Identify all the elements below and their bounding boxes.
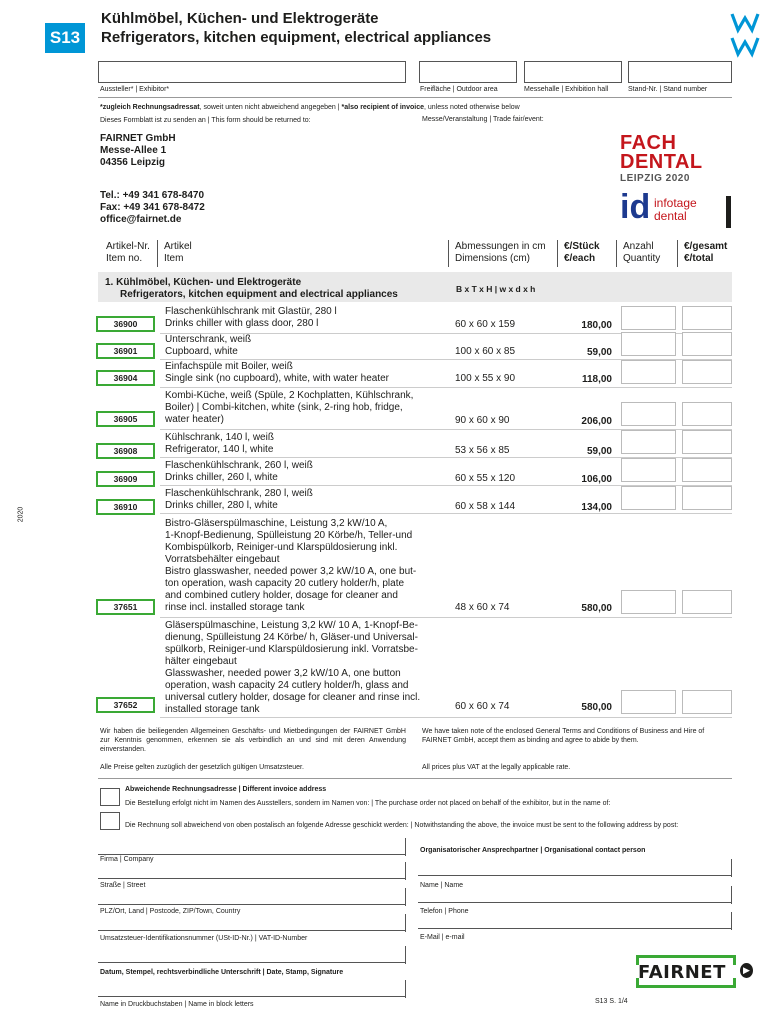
city-field[interactable] <box>98 888 406 905</box>
fairnet-arrow-icon: ▶ <box>740 963 753 978</box>
article-bracket <box>96 499 100 515</box>
block-name-label: Name in Druckbuchstaben | Name in block letters <box>100 1001 254 1008</box>
invoice-title: Abweichende Rechnungsadresse | Different invoice address <box>125 786 327 793</box>
item-description-line: Drinks chiller, 260 l, white <box>165 472 278 483</box>
item-dimensions: 53 x 56 x 85 <box>455 445 510 456</box>
stand-field[interactable] <box>628 61 732 83</box>
item-price: 106,00 <box>581 474 612 485</box>
total-field[interactable] <box>682 458 732 482</box>
year-side-label: 2020 <box>17 506 25 523</box>
vat-en: All prices plus VAT at the legally applicable rate. <box>422 764 571 771</box>
quantity-input[interactable] <box>621 486 676 510</box>
item-dimensions: 90 x 60 x 90 <box>455 415 510 426</box>
item-description-line: Unterschrank, weiß <box>165 334 252 345</box>
page-title: Kühlmöbel, Küchen- und Elektrogeräte <box>101 10 379 27</box>
page-number: S13 S. 1/4 <box>595 998 628 1005</box>
quantity-input[interactable] <box>621 332 676 356</box>
terms-en: We have taken note of the enclosed General Terms and Conditions of Business and Hire of FAIRNET GmbH, accept them as binding and agree to abide by them. <box>422 728 705 744</box>
contact-name-label: Name | Name <box>420 882 464 889</box>
contact-phone-label: Telefon | Phone <box>420 908 469 915</box>
item-dimensions: 60 x 60 x 159 <box>455 319 516 330</box>
exhibitor-label: Aussteller* | Exhibitor* <box>100 86 170 93</box>
divider <box>98 778 732 779</box>
item-description <box>165 488 450 512</box>
vat-de: Alle Preise gelten zuzüglich der gesetzlich gültigen Umsatzsteuer. <box>100 764 304 771</box>
column-header-row: Artikel-Nr. Item no. Artikel Item Abmessungen in cm Dimensions (cm) €/Stück €/each Anzahl Quantity €/gesamt €/total <box>98 240 732 268</box>
messe-logo-icon <box>730 12 760 63</box>
terms-de: Wir haben die beiliegenden Allgemeinen Geschäfts- und Mietbedingungen der FAIRNET GmbH zur Kenntnis genommen, erkennen sie als verbindlich an und sind mit deren Anwendung einverstanden. <box>100 728 406 753</box>
article-bracket <box>96 697 100 713</box>
item-description-line: ton operation, wash capacity 20 cutlery holder/h, plate <box>165 578 405 589</box>
item-dimensions: 60 x 60 x 74 <box>455 701 510 712</box>
street-field[interactable] <box>98 862 406 879</box>
row-divider <box>160 617 732 618</box>
article-bracket <box>96 411 100 427</box>
return-note: Dieses Formblatt ist zu senden an | This form should be returned to: <box>100 117 311 124</box>
article-number: 36904 <box>97 370 154 386</box>
page-subtitle: Refrigerators, kitchen equipment, electrical appliances <box>101 29 492 46</box>
item-description-line: Boiler) | Combi-kitchen, white (sink, 2-ring hob, fridge, <box>165 402 403 413</box>
article-bracket <box>151 411 155 427</box>
hall-label: Messehalle | Exhibition hall <box>524 86 609 93</box>
exhibitor-field[interactable] <box>98 61 406 83</box>
total-field[interactable] <box>682 690 732 714</box>
outdoor-label: Freifläche | Outdoor area <box>420 86 498 93</box>
stand-label: Stand-Nr. | Stand number <box>628 86 708 93</box>
fairnet-address: FAIRNET GmbH Messe-Allee 1 04356 Leipzig <box>100 133 176 168</box>
block-name-field[interactable] <box>98 980 406 997</box>
item-description-line: Einfachspüle mit Boiler, weiß <box>165 361 293 372</box>
article-bracket <box>151 343 155 359</box>
billing-note: *zugleich Rechnungsadressat, soweit unten nicht abweichend angegeben | *also recipient of invoice, unless noted otherwise below <box>100 104 520 111</box>
item-description-line: rinse incl. installed storage tank <box>165 602 305 613</box>
quantity-input[interactable] <box>621 690 676 714</box>
total-field[interactable] <box>682 402 732 426</box>
item-price: 59,00 <box>586 446 612 457</box>
item-description-line: Glasswasher, needed power 3,2 kW/10 A, one button <box>165 668 401 679</box>
item-price: 580,00 <box>581 702 612 713</box>
quantity-input[interactable] <box>621 306 676 330</box>
city-label: PLZ/Ort, Land | Postcode, ZIP/Town, Country <box>100 908 241 915</box>
item-price: 180,00 <box>581 320 612 331</box>
quantity-input[interactable] <box>621 590 676 614</box>
item-price: 118,00 <box>581 374 612 385</box>
signature-field[interactable] <box>98 946 406 963</box>
article-bracket <box>151 599 155 615</box>
quantity-input[interactable] <box>621 402 676 426</box>
item-description-line: Flaschenkühlschrank mit Glastür, 280 l <box>165 306 337 317</box>
company-label: Firma | Company <box>100 856 154 863</box>
section-header: 1. Kühlmöbel, Küchen- und Elektrogeräte Refrigerators, kitchen equipment and electrical appliances B x T x H | w x d x h <box>98 272 732 302</box>
signature-label: Datum, Stempel, rechtsverbindliche Unterschrift | Date, Stamp, Signature <box>100 969 344 976</box>
item-description-line: Single sink (no cupboard), white, with water heater <box>165 373 390 384</box>
item-description-line: Bistro-Gläserspülmaschine, Leistung 3,2 kW/10 A, <box>165 518 388 529</box>
item-description-line: installed storage tank <box>165 704 260 715</box>
item-price: 59,00 <box>586 347 612 358</box>
fachdental-logo: FACH DENTAL LEIPZIG 2020 <box>620 132 703 184</box>
item-description-line: spülkorb, Reiniger-und Klarspüldosierung inkl. Vorratsbe- <box>165 644 418 655</box>
item-description <box>165 390 450 426</box>
total-field[interactable] <box>682 332 732 356</box>
invoice-option-2-label: Die Rechnung soll abweichend von oben postalisch an folgende Adresse geschickt werden: | Notwithstanding the above, the invoice must be sent to the following address by post: <box>125 822 679 829</box>
contact-phone-field[interactable] <box>418 886 732 903</box>
item-dimensions: 100 x 60 x 85 <box>455 346 516 357</box>
item-description-line: Cupboard, white <box>165 346 238 357</box>
item-description <box>165 361 450 385</box>
item-description-line: Kühlschrank, 140 l, weiß <box>165 432 274 443</box>
trade-fair-label: Messe/Veranstaltung | Trade fair/event: <box>422 116 544 123</box>
article-bracket <box>96 343 100 359</box>
contact-name-field[interactable] <box>418 859 732 876</box>
article-bracket <box>96 316 100 332</box>
article-bracket <box>151 471 155 487</box>
article-number: 36908 <box>97 443 154 459</box>
article-bracket <box>151 443 155 459</box>
contact-email-field[interactable] <box>418 912 732 929</box>
invoice-option-1-checkbox[interactable] <box>100 788 120 806</box>
article-bracket <box>151 499 155 515</box>
item-description-line: Kombispülkorb, Reiniger-und Klarspüldosierung inkl. <box>165 542 398 553</box>
vat-id-label: Umsatzsteuer-Identifikationsnummer (USt-ID-Nr.) | VAT-ID-Number <box>100 935 308 942</box>
item-description-line: hälter eingebaut <box>165 656 237 667</box>
quantity-input[interactable] <box>621 360 676 384</box>
article-number: 36909 <box>97 471 154 487</box>
total-field[interactable] <box>682 430 732 454</box>
item-price: 134,00 <box>581 502 612 513</box>
article-number: 37652 <box>97 697 154 713</box>
item-dimensions: 100 x 55 x 90 <box>455 373 516 384</box>
item-description-line: Drinks chiller, 280 l, white <box>165 500 278 511</box>
item-description-line: dienung, Spülleistung 24 Körbe/ h, Gläser-und Universal- <box>165 632 418 643</box>
item-description-line: Refrigerator, 140 l, white <box>165 444 274 455</box>
article-bracket <box>96 599 100 615</box>
item-description-line: Flaschenkühlschrank, 260 l, weiß <box>165 460 313 471</box>
article-number: 36901 <box>97 343 154 359</box>
article-bracket <box>151 370 155 386</box>
row-divider <box>160 717 732 718</box>
hall-field[interactable] <box>524 61 622 83</box>
item-description-line: 1-Knopf-Bedienung, Spülleistung 20 Körbe/h, Teller-und <box>165 530 413 541</box>
article-bracket <box>96 471 100 487</box>
item-dimensions: 48 x 60 x 74 <box>455 602 510 613</box>
contact-email-label: E-Mail | e-mail <box>420 934 465 941</box>
quantity-input[interactable] <box>621 430 676 454</box>
divider <box>98 97 732 98</box>
section-badge: S13 <box>45 23 85 53</box>
total-field[interactable] <box>682 360 732 384</box>
item-description-line: Gläserspülmaschine, Leistung 3,2 kW/ 10 A, 1-Knopf-Be- <box>165 620 418 631</box>
quantity-input[interactable] <box>621 458 676 482</box>
article-number: 36910 <box>97 499 154 515</box>
item-description-line: Vorratsbehälter eingebaut <box>165 554 280 565</box>
item-description <box>165 432 450 456</box>
article-number: 37651 <box>97 599 154 615</box>
item-description-line: water heater) <box>165 414 224 425</box>
total-field[interactable] <box>682 486 732 510</box>
contact-title: Organisatorischer Ansprechpartner | Organisational contact person <box>420 847 646 854</box>
item-dimensions: 60 x 58 x 144 <box>455 501 516 512</box>
item-description-line: operation, wash capacity 24 cutlery holder/h, glass and <box>165 680 409 691</box>
item-description-line: Bistro glasswasher, needed power 3,2 kW/10 A, one but- <box>165 566 417 577</box>
article-number: 36905 <box>97 411 154 427</box>
item-description <box>165 306 450 330</box>
invoice-option-1-label: Die Bestellung erfolgt nicht im Namen des Ausstellers, sondern im Namen von: | The purchase order not placed on behalf of the exhibitor, but in the name of: <box>125 800 611 807</box>
article-bracket <box>151 316 155 332</box>
item-description-line: and combined cutlery holder, dosage for cleaner and <box>165 590 398 601</box>
item-price: 580,00 <box>581 603 612 614</box>
item-description-line: Flaschenkühlschrank, 280 l, weiß <box>165 488 313 499</box>
invoice-option-2-checkbox[interactable] <box>100 812 120 830</box>
item-dimensions: 60 x 55 x 120 <box>455 473 516 484</box>
total-field[interactable] <box>682 590 732 614</box>
item-description <box>165 620 450 716</box>
total-field[interactable] <box>682 306 732 330</box>
item-description-line: universal cutlery holder, dosage for cleaner and rinse incl. <box>165 692 421 703</box>
company-field[interactable] <box>98 838 406 855</box>
fairnet-logo: FAIRNET ▶ <box>636 955 754 995</box>
article-number: 36900 <box>97 316 154 332</box>
item-description <box>165 518 450 614</box>
article-bracket <box>96 370 100 386</box>
item-description <box>165 460 450 484</box>
row-divider <box>160 387 732 388</box>
vat-id-field[interactable] <box>98 914 406 931</box>
item-description-line: Kombi-Küche, weiß (Spüle, 2 Kochplatten, Kühlschrank, <box>165 390 414 401</box>
item-description-line: Drinks chiller with glass door, 280 l <box>165 318 319 329</box>
item-description <box>165 334 450 358</box>
article-bracket <box>151 697 155 713</box>
row-divider <box>160 513 732 514</box>
article-bracket <box>96 443 100 459</box>
outdoor-field[interactable] <box>419 61 517 83</box>
street-label: Straße | Street <box>100 882 146 889</box>
fairnet-contact: Tel.: +49 341 678-8470 Fax: +49 341 678-8472 office@fairnet.de <box>100 190 205 225</box>
item-price: 206,00 <box>581 416 612 427</box>
